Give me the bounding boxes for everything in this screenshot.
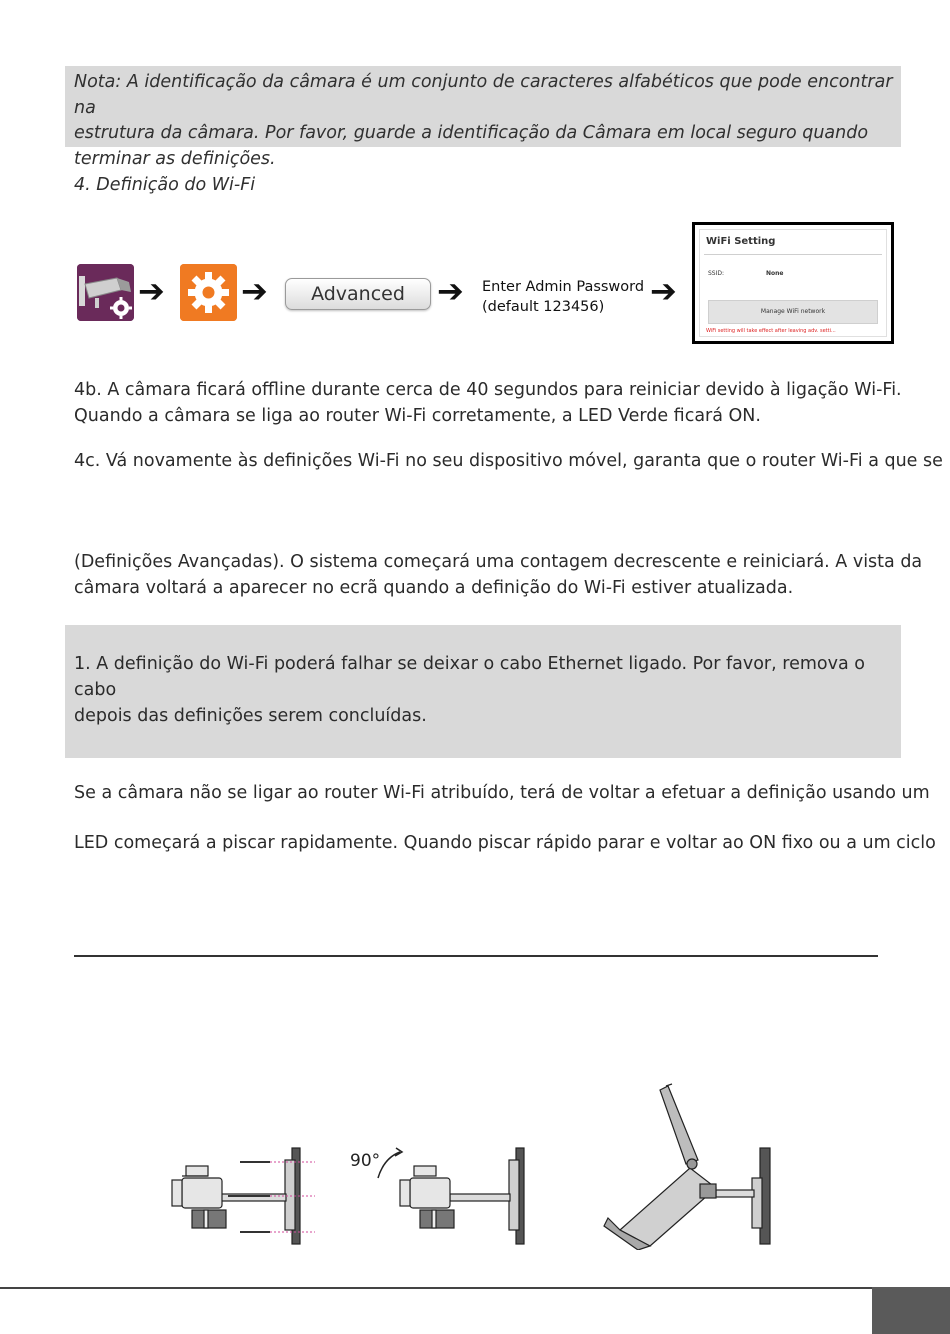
wifi-setting-screenshot: [692, 222, 894, 344]
footer-line: [0, 1287, 950, 1289]
arrow-right-icon: ➔: [241, 272, 268, 310]
section-divider: [74, 955, 878, 957]
ssid-value: None: [766, 270, 784, 277]
arrow-right-icon: ➔: [437, 272, 464, 310]
note-box: [65, 66, 901, 169]
paragraph-4c: 4c. Vá novamente às definições Wi-Fi no seu dispositivo móvel, garanta que o router Wi-Fi a que se: [74, 451, 943, 471]
page-number-tab: [872, 1287, 950, 1334]
camera-app-icon: [77, 264, 134, 321]
wifi-setting-title: WiFi Setting: [706, 236, 776, 247]
note-text: Nota: A identificação da câmara é um conjunto de caracteres alfabéticos que pode encontrar na estrutura da câmara. Por favor, guarde a identificação da Câmara em local seguro quando terminar as definições.: [74, 72, 893, 169]
bracket-rotation-diagram: [378, 1148, 524, 1244]
settings-gear-icon: [180, 264, 237, 321]
section-heading: 4. Definição do Wi-Fi: [74, 175, 256, 195]
divider: [704, 254, 882, 255]
wifi-warning-text: WiFi setting will take effect after leaving adv. setti...: [706, 328, 836, 334]
tip-text: 1. A definição do Wi-Fi poderá falhar se deixar o cabo Ethernet ligado. Por favor, remova o cabo depois das definições serem concluídas.: [74, 654, 865, 726]
rotation-angle-label: 90°: [350, 1151, 381, 1171]
paragraph-4b: 4b. A câmara ficará offline durante cerca de 40 segundos para reiniciar devido à ligação Wi-Fi. Quando a câmara se liga ao router Wi-Fi corretamente, a LED Verde ficará ON.: [74, 380, 902, 426]
arrow-right-icon: ➔: [650, 272, 677, 310]
ssid-label: SSID:: [708, 270, 725, 277]
paragraph-4c-continued: (Definições Avançadas). O sistema começará uma contagem decrescente e reiniciará. A vista da câmara voltará a aparecer no ecrã quando a definição do Wi-Fi estiver atualizada.: [74, 552, 923, 598]
advanced-button: Advanced: [285, 278, 431, 310]
manage-wifi-network-button: Manage WiFi network: [708, 300, 878, 324]
camera-mounted-diagram: [604, 1084, 770, 1250]
enter-admin-password-text: Enter Admin Password (default 123456): [482, 279, 645, 315]
paragraph-led: LED começará a piscar rapidamente. Quando piscar rápido parar e voltar ao ON fixo ou a um ciclo: [74, 833, 936, 853]
bracket-screws-diagram: [172, 1148, 315, 1244]
tip-box: [65, 625, 901, 758]
paragraph-retry: Se a câmara não se ligar ao router Wi-Fi atribuído, terá de voltar a efetuar a definição usando um: [74, 783, 930, 803]
arrow-right-icon: ➔: [138, 272, 165, 310]
camera-mounting-illustration: [120, 1080, 800, 1250]
